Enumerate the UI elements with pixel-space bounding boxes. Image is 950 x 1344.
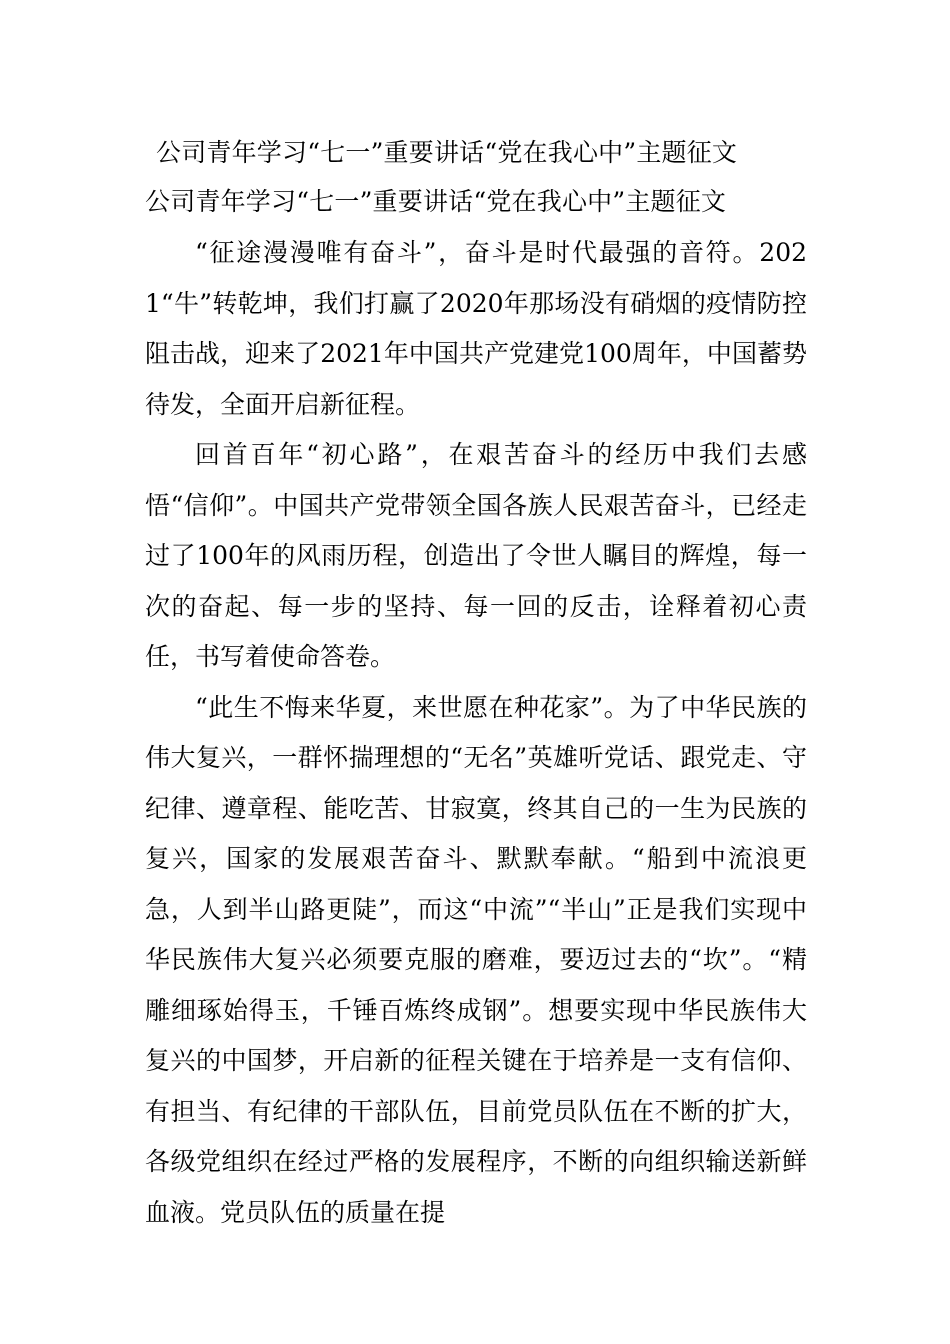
paragraph: “征途漫漫唯有奋斗”，奋斗是时代最强的音符。2021“牛”转乾坤，我们打赢了2020年那场没有硝烟的疫情防控阻击战，迎来了2021年中国共产党建党100周年，中国蓄势待发，全面开启新征程。 xyxy=(145,238,807,419)
paragraph: “此生不悔来华夏，来世愿在种花家”。为了中华民族的伟大复兴，一群怀揣理想的“无名”英雄听党话、跟党走、守纪律、遵章程、能吃苦、甘寂寞，终其自己的一生为民族的复兴，国家的发展艰苦奋斗、默默奉献。“船到中流浪更急，人到半山路更陡”，而这“中流”“半山”正是我们实现中华民族伟大复兴必须要克服的磨难，要迈过去的“坎”。“精雕细琢始得玉，千锤百炼终成钢”。想要实现中华民族伟大复兴的中国梦，开启新的征程关键在于培养是一支有信仰、有担当、有纪律的干部队伍，目前党员队伍在不断的扩大，各级党组织在经过严格的发展程序，不断的向组织输送新鲜血液。党员队伍的质量在提 xyxy=(145,692,807,1227)
document-title: 公司青年学习“七一”重要讲话“党在我心中”主题征文 xyxy=(156,138,738,167)
document-body xyxy=(145,228,807,1238)
paragraph: 回首百年“初心路”，在艰苦奋斗的经历中我们去感悟“信仰”。中国共产党带领全国各族人民艰苦奋斗，已经走过了100年的风雨历程，创造出了令世人瞩目的辉煌，每一次的奋起、每一步的坚持、每一回的反击，诠释着初心责任，书写着使命答卷。 xyxy=(145,440,807,671)
document-title-repeat: 公司青年学习“七一”重要讲话“党在我心中”主题征文 xyxy=(145,187,727,216)
